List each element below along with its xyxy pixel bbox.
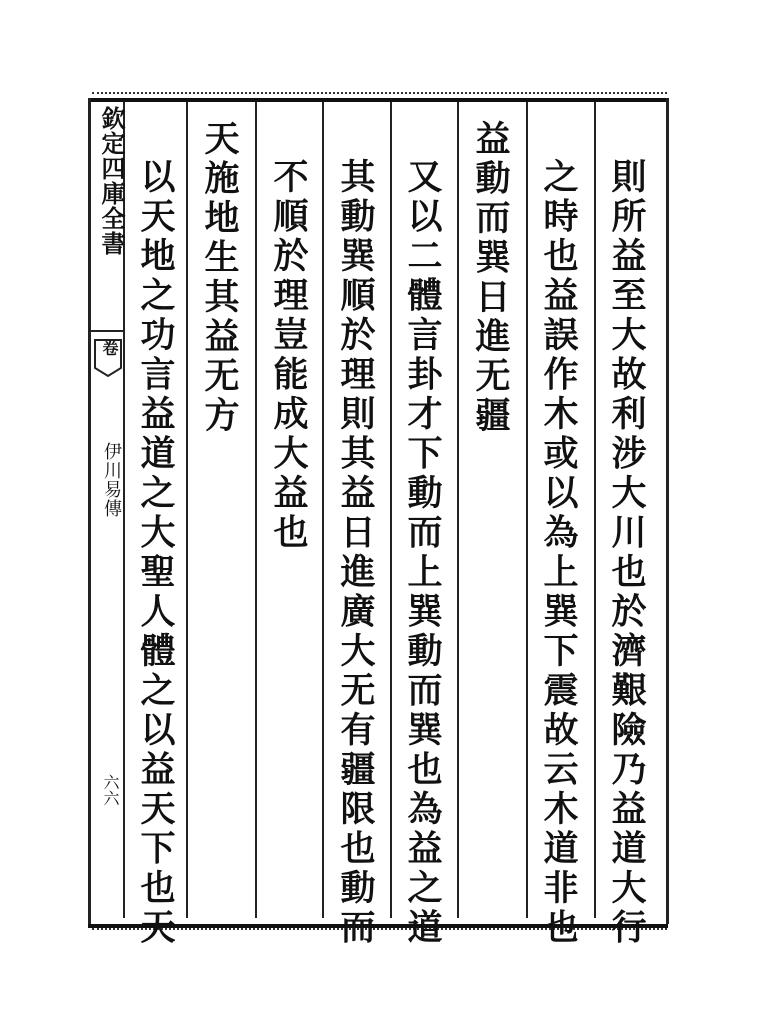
text-column-8: 以天地之功言益道之大聖人體之以益天下也天 xyxy=(135,158,176,948)
column-rule xyxy=(322,102,324,918)
margin-strip xyxy=(91,102,126,918)
text-column-5: 其動巽順於理則其益日進廣大无有疆限也動而 xyxy=(335,158,376,948)
fold-mark: 卷 xyxy=(100,340,119,356)
margin-title: 欽定四庫全書 xyxy=(97,106,126,256)
column-rule xyxy=(526,102,528,918)
column-rule xyxy=(390,102,392,918)
text-column-2: 之時也益誤作木或以為上巽下震故云木道非也 xyxy=(538,158,579,948)
column-rule xyxy=(457,102,459,918)
fish-tail-mark xyxy=(93,338,123,378)
column-rule xyxy=(594,102,596,918)
text-column-3: 益動而巽日進无疆 xyxy=(470,120,511,436)
column-rule xyxy=(186,102,188,918)
margin-divider xyxy=(91,330,123,332)
column-rule xyxy=(255,102,257,918)
text-column-7: 天施地生其益无方 xyxy=(199,120,240,436)
text-column-4: 又以二體言卦才下動而上巽動而巽也為益之道 xyxy=(402,158,443,948)
book-name: 伊川易傳 xyxy=(101,442,122,518)
text-column-6: 不順於理豈能成大益也 xyxy=(268,158,309,553)
frame-right-border xyxy=(666,98,669,924)
bottom-edge-noise xyxy=(92,928,667,933)
top-edge-noise xyxy=(92,92,667,97)
page-number: 六六 xyxy=(101,774,120,806)
text-column-1: 則所益至大故利涉大川也於濟艱險乃益道大行 xyxy=(606,158,647,948)
